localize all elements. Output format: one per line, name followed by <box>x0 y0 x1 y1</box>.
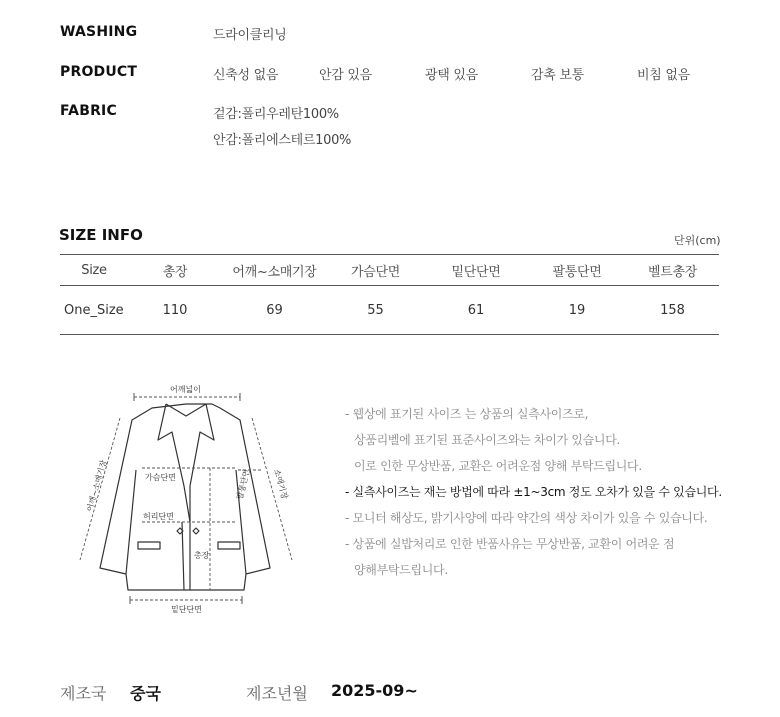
product-label: PRODUCT <box>60 64 138 80</box>
cell-chest: 55 <box>327 286 424 335</box>
cell-shoulder-sleeve: 69 <box>222 286 327 335</box>
note-line: 상품리벨에 표기된 표준사이즈와는 차이가 있습니다. <box>354 433 620 447</box>
size-unit: 단위(cm) <box>674 234 721 247</box>
note-line: - 상품에 실밥처리로 인한 반품사유는 무상반품, 교환이 어려운 점 <box>345 537 675 551</box>
origin-value: 중국 <box>130 684 161 703</box>
jacket-pocket-left <box>138 542 160 549</box>
fabric-outer: 겉감:폴리우레탄100% <box>213 107 339 122</box>
note-line: 양해부탁드립니다. <box>354 563 448 577</box>
manufactured-value: 2025-09~ <box>331 681 418 700</box>
cell-length: 110 <box>128 286 222 335</box>
header-sleeve-width: 팔통단면 <box>528 255 626 286</box>
product-value-sheerness: 비침 없음 <box>637 68 690 83</box>
label-sleeve-width: 팔통단면 <box>235 468 252 501</box>
note-line: - 모니터 해상도, 밝기사양에 따라 약간의 색상 차이가 있을 수 있습니다. <box>345 511 708 525</box>
header-belt: 벨트총장 <box>626 255 719 286</box>
header-chest: 가슴단면 <box>327 255 424 286</box>
label-hem-width: 밑단단면 <box>171 605 202 614</box>
header-size: Size <box>60 255 128 286</box>
label-total-length: 총장 <box>194 551 210 560</box>
label-sleeve-length: 소매기장 <box>272 468 290 501</box>
size-table <box>60 254 719 335</box>
table-row <box>60 286 719 335</box>
manufactured-label: 제조년월 <box>246 684 308 703</box>
washing-label: WASHING <box>60 24 138 40</box>
product-value-lining: 안감 있음 <box>319 68 372 83</box>
jacket-lapel-left <box>158 404 190 522</box>
note-line-emphasis: - 실측사이즈는 재는 방법에 따라 ±1~3cm 정도 오차가 있을 수 있습니다. <box>345 485 722 499</box>
fabric-lining: 안감:폴리에스테르100% <box>213 133 352 148</box>
product-value-elasticity: 신축성 없음 <box>213 68 279 83</box>
header-hem: 밑단단면 <box>424 255 528 286</box>
note-line: 이로 인한 무상반품, 교환은 어려운점 양해 부탁드립니다. <box>354 459 642 473</box>
cell-belt: 158 <box>626 286 719 335</box>
measurement-notes <box>345 404 722 586</box>
label-shoulder-width: 어깨넓이 <box>170 385 201 394</box>
label-shoulder-sleeve: 어깨~소매기장 <box>85 459 109 513</box>
header-length: 총장 <box>128 255 222 286</box>
jacket-button-bottom <box>193 528 199 534</box>
label-waist-width: 허리단면 <box>143 512 174 521</box>
origin-label: 제조국 <box>60 684 107 703</box>
product-value-gloss: 광택 있음 <box>425 68 478 83</box>
washing-value: 드라이클리닝 <box>213 28 287 43</box>
cell-hem: 61 <box>424 286 528 335</box>
cell-size: One_Size <box>60 286 128 335</box>
size-info-title: SIZE INFO <box>59 226 143 244</box>
header-shoulder-sleeve: 어깨~소매기장 <box>222 255 327 286</box>
cell-sleeve-width: 19 <box>528 286 626 335</box>
size-table-header <box>60 255 719 286</box>
fabric-label: FABRIC <box>60 103 117 119</box>
jacket-measurement-diagram <box>70 378 310 618</box>
jacket-pocket-right <box>218 542 240 549</box>
note-line: - 웹상에 표기된 사이즈 는 상품의 실측사이즈로, <box>345 407 589 421</box>
product-value-texture: 감촉 보통 <box>531 68 584 83</box>
label-chest-width: 가슴단면 <box>145 473 176 482</box>
